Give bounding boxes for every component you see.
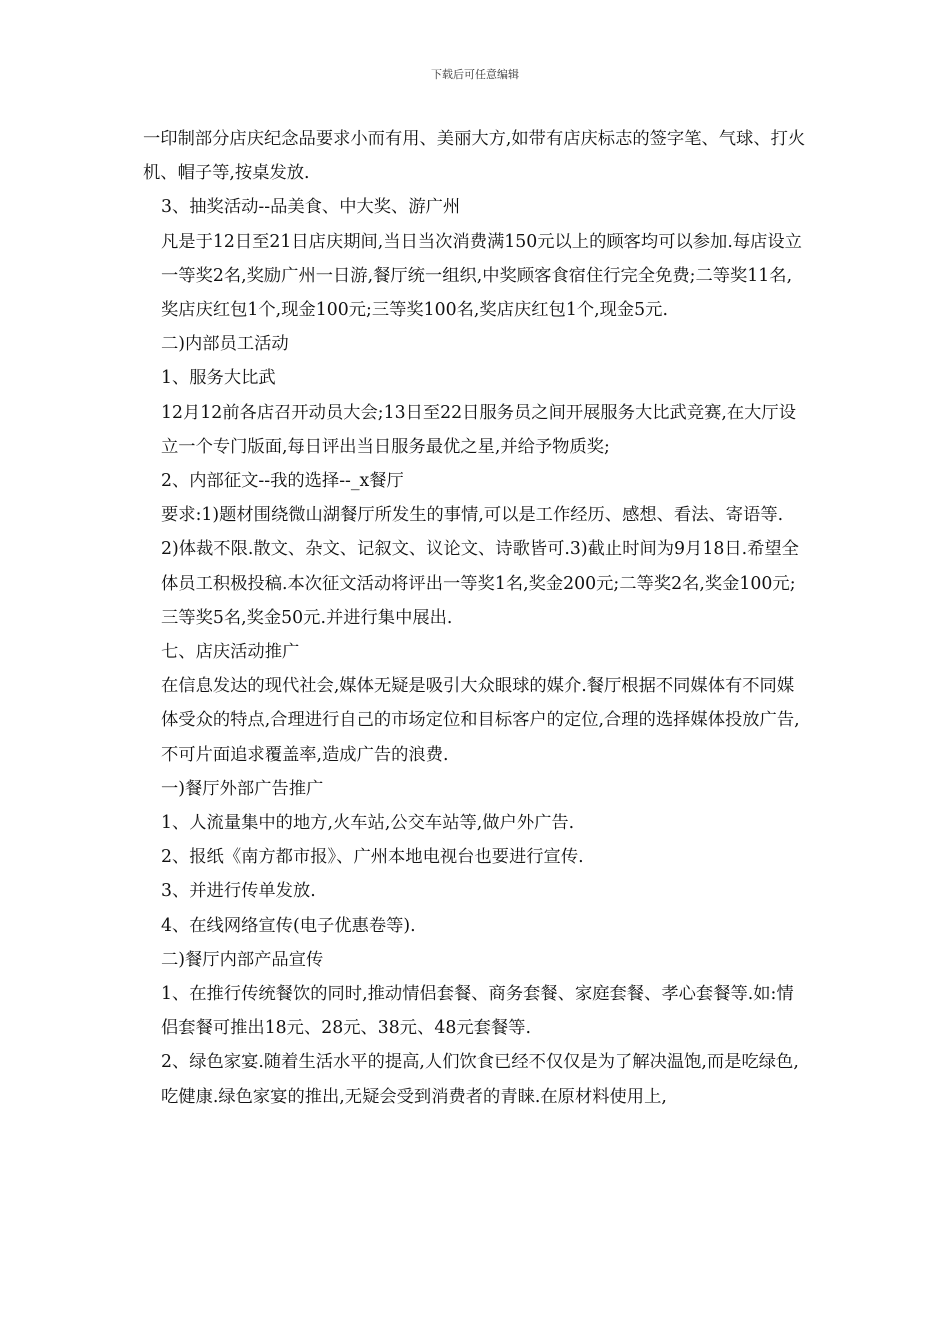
- paragraph: 1、服务大比武: [161, 368, 276, 389]
- paragraph: 2、报纸《南方都市报》、广州本地电视台也要进行宣传.: [161, 847, 584, 868]
- paragraph: 1、人流量集中的地方,火车站,公交车站等,做户外广告.: [161, 813, 575, 834]
- paragraph: 一印制部分店庆纪念品要求小而有用、美丽大方,如带有店庆标志的签字笔、气球、打火机、帽子等,按桌发放.: [143, 129, 806, 184]
- paragraph: 4、在线网络宣传(电子优惠卷等).: [161, 915, 416, 936]
- paragraph: 12月12前各店召开动员大会;13日至22日服务员之间开展服务大比武竞赛,在大厅设立一个专门版面,每日评出当日服务最优之星,并给予物质奖;: [161, 402, 796, 457]
- paragraph: 3、抽奖活动--品美食、中大奖、游广州: [161, 197, 461, 218]
- paragraph: 二)餐厅内部产品宣传: [161, 949, 324, 970]
- paragraph: 2、绿色家宴.随着生活水平的提高,人们饮食已经不仅仅是为了解决温饱,而是吃绿色,吃健康.绿色家宴的推出,无疑会受到消费者的青睐.在原材料使用上,: [161, 1052, 799, 1107]
- paragraph: 3、并进行传单发放.: [161, 881, 316, 902]
- paragraph: 一)餐厅外部广告推广: [161, 778, 324, 799]
- paragraph: 二)内部员工活动: [161, 334, 289, 355]
- paragraph: 1、在推行传统餐饮的同时,推动情侣套餐、商务套餐、家庭套餐、孝心套餐等.如:情侣套餐可推出18元、28元、38元、48元套餐等.: [161, 984, 794, 1039]
- paragraph: 2)体裁不限.散文、杂文、记叙文、议论文、诗歌皆可.3)截止时间为9月18日.希望全体员工积极投稿.本次征文活动将评出一等奖1名,奖金200元;二等奖2名,奖金100元;三等奖5名,奖金50元.并进行集中展出.: [161, 539, 799, 628]
- paragraph: 2、内部征文--我的选择--_x餐厅: [161, 471, 404, 492]
- paragraph: 在信息发达的现代社会,媒体无疑是吸引大众眼球的媒介.餐厅根据不同媒体有不同媒体受众的特点,合理进行自己的市场定位和目标客户的定位,合理的选择媒体投放广告,不可片面追求覆盖率,造成广告的浪费.: [161, 676, 800, 765]
- page-header-note: 下载后可任意编辑: [431, 68, 519, 81]
- paragraph: 七、店庆活动推广: [161, 642, 300, 663]
- paragraph: 凡是于12日至21日店庆期间,当日当次消费满150元以上的顾客均可以参加.每店设立一等奖2名,奖励广州一日游,餐厅统一组织,中奖顾客食宿住行完全免费;二等奖11名,奖店庆红包1个,现金100元;三等奖100名,奖店庆红包1个,现金5元.: [161, 231, 802, 321]
- paragraph: 要求:1)题材围绕微山湖餐厅所发生的事情,可以是工作经历、感想、看法、寄语等.: [161, 505, 784, 526]
- document-body: [143, 122, 808, 1114]
